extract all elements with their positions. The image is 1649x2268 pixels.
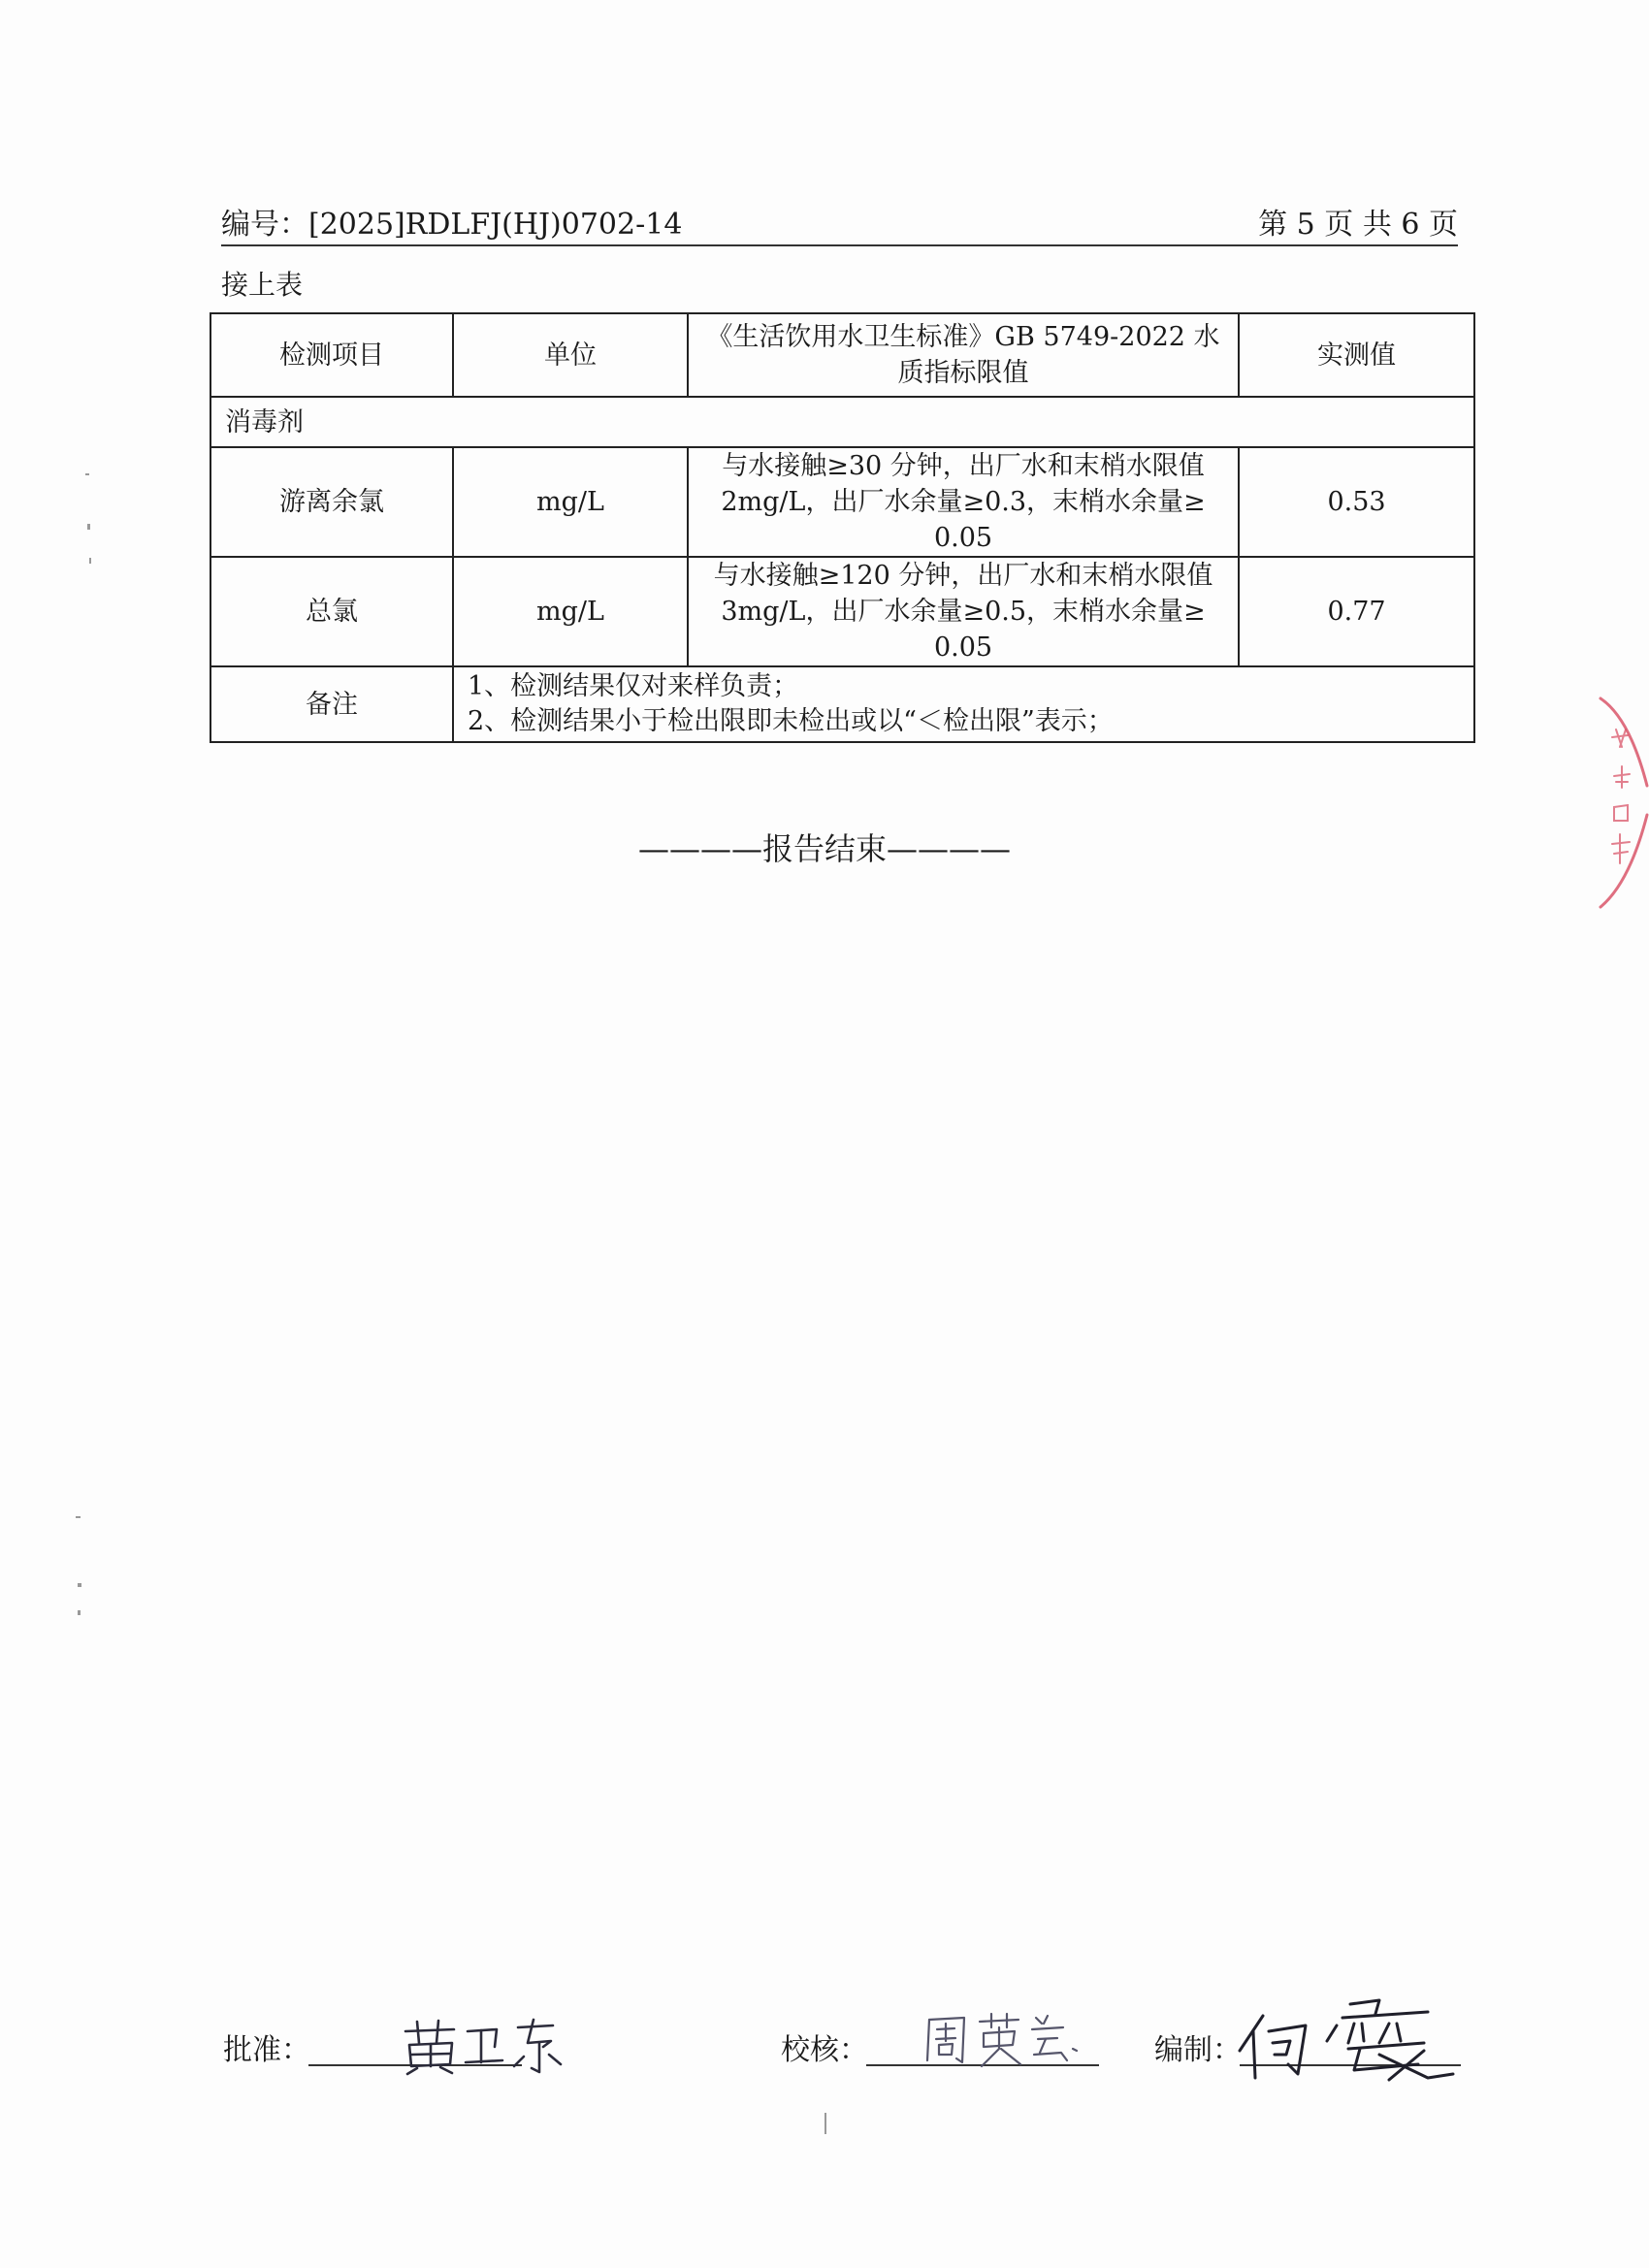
results-table [210,312,1475,743]
header-unit: 单位 [453,313,688,397]
row-value: 0.77 [1239,557,1474,666]
table-row [210,557,1474,666]
row-unit: mg/L [453,557,688,666]
table-header-row [210,313,1474,397]
scan-speck [85,473,89,475]
row-unit: mg/L [453,447,688,557]
remark-line: 1、检测结果仅对来样负责； [468,671,799,701]
page-header [221,200,1458,246]
page-number: 第 5 页 共 6 页 [1258,208,1458,242]
review-label: 校核： [781,2033,868,2067]
limit-line: 与水接触≥120 分钟，出厂水和末梢水限值 [713,561,1213,591]
category-row [210,397,1474,447]
scan-speck [78,1610,81,1615]
row-value: 0.53 [1239,447,1474,557]
header-limit: 《生活饮用水卫生标准》GB 5749-2022 水质指标限值 [688,313,1239,397]
row-item: 游离余氯 [210,447,453,557]
remark-line: 2、检测结果小于检出限即未检出或以“＜检出限”表示； [468,706,1114,736]
row-limit [688,447,1239,557]
category-label: 消毒剂 [210,397,1474,447]
scan-speck [824,2113,826,2134]
limit-line: 0.05 [933,523,993,553]
company-stamp [1591,679,1649,922]
compile-signature [1234,1996,1467,2082]
scan-speck [89,558,91,564]
approve-signature [398,2018,592,2076]
document-number: 编号：[2025]RDLFJ(HJ)0702-14 [221,208,683,242]
signature-row [0,2018,1649,2076]
review-signature [922,2010,1106,2074]
header-measured: 实测值 [1239,313,1474,397]
row-limit [688,557,1239,666]
limit-line: 与水接触≥30 分钟，出厂水和末梢水限值 [722,451,1205,481]
remark-row [210,666,1474,742]
scan-speck [87,524,90,530]
remark-text [453,666,1474,742]
compile-label: 编制： [1154,2033,1242,2067]
report-end-marker: ————报告结束———— [637,830,1011,867]
continued-label: 接上表 [221,269,304,301]
approve-label: 批准： [223,2033,310,2067]
limit-line: 3mg/L，出厂水余量≥0.5，末梢水余量≥ [721,597,1206,627]
remark-label: 备注 [210,666,453,742]
scan-speck [78,1583,81,1587]
limit-line: 0.05 [933,632,993,663]
limit-line: 2mg/L，出厂水余量≥0.3，末梢水余量≥ [721,487,1206,517]
row-item: 总氯 [210,557,453,666]
header-item: 检测项目 [210,313,453,397]
scan-speck [76,1516,81,1518]
table-row [210,447,1474,557]
